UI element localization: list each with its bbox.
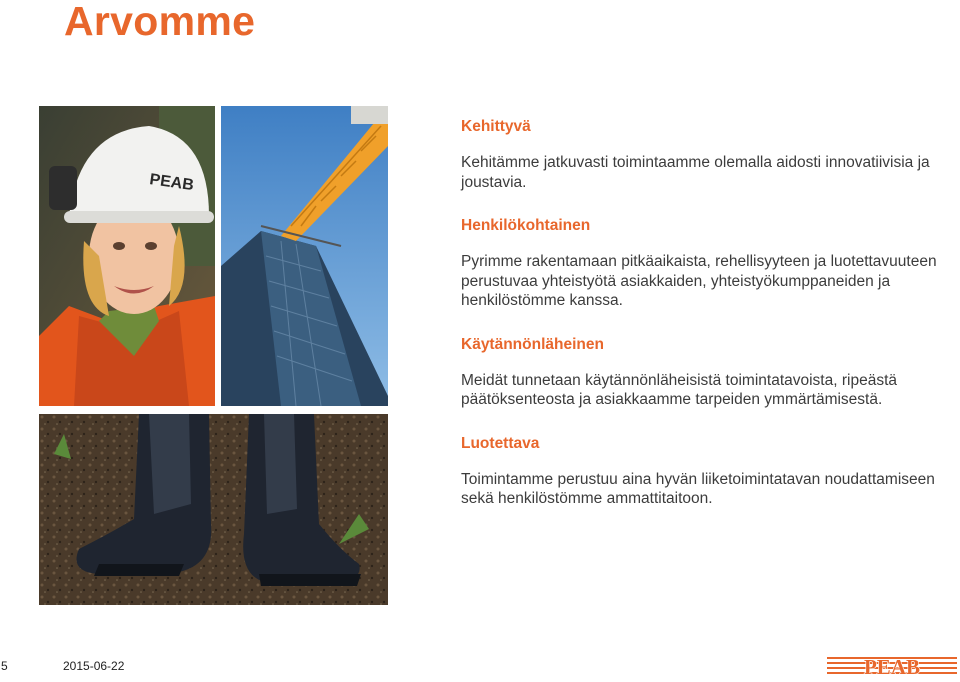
value-heading: Käytännönläheinen [461, 335, 604, 353]
logo-text: PEAB [863, 655, 921, 677]
values-list [461, 117, 956, 533]
peab-logo [827, 655, 957, 677]
value-item-kaytannonlaheinen [461, 335, 956, 410]
value-heading: Henkilökohtainen [461, 217, 591, 234]
page-number: 5 [1, 659, 8, 673]
page-title: Arvomme [64, 0, 256, 44]
boots-photo [39, 414, 388, 605]
value-item-henkilokohtainen [461, 216, 956, 311]
value-item-luotettava [461, 434, 956, 509]
value-heading: Luotettava [461, 434, 540, 452]
value-heading: Kehittyvä [461, 118, 531, 135]
value-text: Toimintamme perustuu aina hyvän liiketoimintatavan noudattamiseen sekä henkilöstömme ammattitaitoon. [461, 470, 935, 507]
crane-building-photo [221, 106, 388, 406]
worker-photo [39, 106, 215, 406]
value-item-kehittyva [461, 117, 956, 192]
value-text: Kehitämme jatkuvasti toimintaamme olemalla aidosti innovatiivisia ja joustavia. [461, 154, 930, 191]
footer-date: 2015-06-22 [63, 659, 125, 673]
value-text: Meidät tunnetaan käytännönläheisistä toimintatavoista, ripeästä päätöksenteosta ja asiakkaamme tarpeiden ymmärtämisestä. [461, 371, 897, 408]
value-text: Pyrimme rakentamaan pitkäaikaista, rehellisyyteen ja luotettavuuteen perustuvaa yhteistyötä asiakkaiden, yhteistyökumppaneiden ja henkilöstömme kanssa. [461, 253, 937, 309]
svg-text:PEAB: PEAB [148, 171, 195, 195]
